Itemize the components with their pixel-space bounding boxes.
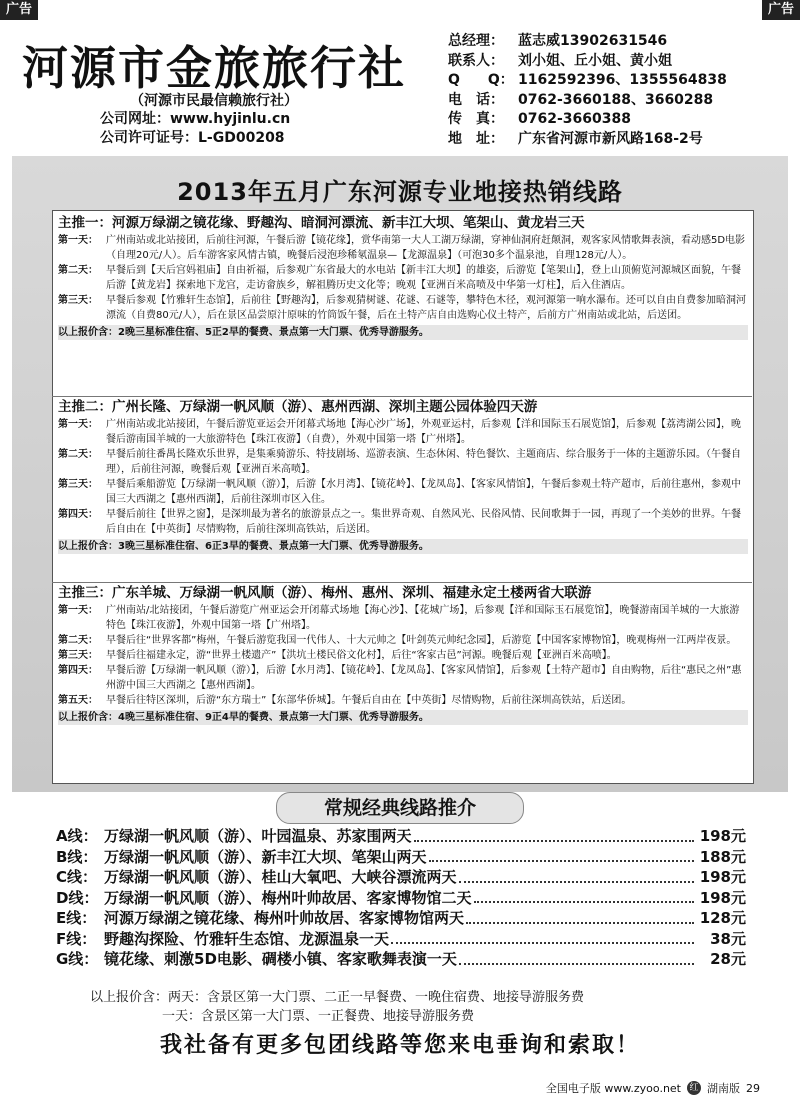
route-day: 第四天： 早餐后游【万绿湖一帆风顺（游）】，后游【水月湾】、【镜花岭】、【龙凤岛】、【客家风情馆】，后参观【土特产超市】自由购物，后往“惠民之州”惠州游中国三大西湖之【惠州西湖】。 [58, 665, 742, 691]
page-footer [546, 1080, 760, 1096]
page-number: 29 [746, 1081, 760, 1095]
route-day: 第二天： 早餐后前往番禺长隆欢乐世界，是集乘骑游乐、特技剧场、巡游表演、生态休闲、特色餐饮、主题商店、综合服务于一体的主题游乐园。（午餐自理），后前往河源，晚餐后观【亚洲百米高喷】。 [58, 449, 741, 475]
agency-subtitle: （河源市民最信赖旅行社） [130, 93, 298, 109]
route-day: 第一天： 广州南站/北站接团，午餐后游览广州亚运会开闭幕式场地【海心沙】、【花城广场】，后参观【洋和国际玉石展览馆】，晚餐游南国羊城的一大旅游特色【珠江夜游】，外观中国第一塔【广州塔】。 [58, 605, 740, 631]
slogan: 我社备有更多包团线路等您来电垂询和索取！ [159, 1033, 640, 1058]
classic-routes-list [56, 826, 746, 970]
price-notes [90, 988, 584, 1026]
contact-row: 总经理： 蓝志威13902631546 [448, 33, 668, 49]
route-price-note: 以上报价含：2晚三星标准住宿、5正2早的餐费、景点第一大门票、优秀导游服务。 [58, 325, 748, 340]
contact-row: 联系人： 刘小姐、丘小姐、黄小姐 [448, 52, 672, 69]
contact-row: 电 话： 0762-3660188、3660288 [448, 91, 714, 108]
classic-route-item: F线： 野趣沟探险、竹雅轩生态馆、龙源温泉一天 38元 [56, 929, 746, 948]
route-1 [58, 216, 748, 340]
publisher-logo-icon: 红 [687, 1081, 701, 1095]
agency-name: 河源市金旅旅行社 [22, 41, 406, 95]
classic-route-item: B线： 万绿湖一帆风顺（游）、新丰江大坝、笔架山两天 188元 [56, 847, 746, 866]
contact-row: Q Q： 1162592396、1355564838 [448, 72, 727, 88]
agency-license: 公司许可证号：L-GD00208 [100, 130, 285, 146]
route-divider [52, 582, 752, 583]
region-text: 湖南版 [707, 1082, 740, 1095]
route-day: 第四天： 早餐后前往【世界之窗】，是深圳最为著名的旅游景点之一。集世界奇观、自然风光、民俗风情、民间歌舞于一园，再现了一个美妙的世界。午餐后自由在【中英街】尽情购物，后前往深圳高铁站，后送团。 [58, 509, 741, 535]
route-title: 主推二：广州长隆、万绿湖一帆风顺（游）、惠州西湖、深圳主题公园体验四天游 [58, 399, 538, 415]
classic-route-item: C线： 万绿湖一帆风顺（游）、桂山大氧吧、大峡谷漂流两天 198元 [56, 868, 746, 886]
classic-route-item: D线： 万绿湖一帆风顺（游）、梅州叶帅故居、客家博物馆二天 198元 [56, 888, 746, 907]
classic-route-item: E线： 河源万绿湖之镜花缘、梅州叶帅故居、客家博物馆两天 128元 [56, 909, 746, 927]
contact-row: 地 址： 广东省河源市新风路168-2号 [448, 130, 703, 147]
route-title: 主推三：广东羊城、万绿湖一帆风顺（游）、梅州、惠州、深圳、福建永定土楼两省大联游 [58, 585, 592, 601]
agency-header [0, 24, 800, 152]
route-price-note: 以上报价含：4晚三星标准住宿、9正4早的餐费、景点第一大门票、优秀导游服务。 [58, 710, 748, 725]
contact-row: 传 真： 0762-3660388 [448, 111, 631, 127]
edition-text: 全国电子版 www.zyoo.net [545, 1082, 681, 1095]
route-day: 第二天： 早餐后到【天后宫妈祖庙】自由祈福，后参观广东省最大的水电站【新丰江大坝】的雄姿，后游览【笔架山】，登上山顶俯览河源城区面貌，午餐后游【黄龙岩】探索地下龙宫，走访畲族乡，解祖腾历史文化等；晚观【亚洲百米高喷及中华第一灯柱】，后入住酒店。 [58, 265, 741, 291]
route-day: 第二天： 早餐后往“世界客都”梅州，午餐后游览我国一代伟人、十大元帅之【叶剑英元帅纪念园】，后游览【中国客家博物馆】，晚观梅州一江两岸夜景。 [58, 635, 737, 646]
route-title: 主推一：河源万绿湖之镜花缘、野趣沟、暗洞河漂流、新丰江大坝、笔架山、黄龙岩三天 [58, 215, 585, 231]
price-note-one-day: 一天：含景区第一大门票、一正餐费、地接导游服务费 [162, 1009, 475, 1024]
classic-routes-title: 常规经典线路推介 [276, 792, 524, 824]
route-divider [52, 396, 752, 397]
classic-route-item: G线： 镜花缘、刺激5D电影、碉楼小镇、客家歌舞表演一天 28元 [56, 950, 746, 968]
route-3 [58, 586, 748, 725]
ad-label-left: 广告 [0, 0, 38, 20]
route-day: 第三天： 早餐后参观【竹雅轩生态馆】，后前往【野趣沟】，后参观猜树谜、花谜、石谜等，攀特色木径，观河源第一响水瀑布。还可以自由自费参加暗洞河漂流（自费80元/人），后在景区品尝原汁原味的竹筒饭午餐，后在土特产店自由选购心仪土特产，后前方广州南站或北站，后送团。 [58, 295, 746, 321]
price-note-two-day: 以上报价含：两天：含景区第一大门票、二正一早餐费、一晚住宿费、地接导游服务费 [90, 990, 585, 1005]
classic-route-item: A线： 万绿湖一帆风顺（游）、叶园温泉、苏家围两天 198元 [56, 827, 746, 845]
agency-info [100, 110, 290, 148]
banner-title: 2013年五月广东河源专业地接热销线路 [177, 178, 623, 206]
route-2 [58, 400, 748, 554]
route-price-note: 以上报价含：3晚三星标准住宿、6正3早的餐费、景点第一大门票、优秀导游服务。 [58, 539, 748, 554]
ad-label-right: 广告 [762, 0, 800, 20]
route-day: 第一天： 广州南站或北站接团，后前往河源，午餐后游【镜花缘】，赏华南第一大人工湖万绿湖，穿神仙洞府赶颠洞，观客家风情歌舞表演，看动感5D电影（自理20元/人）。后车游客家风情古镇，晚餐后浸泡珍稀氡温泉—【龙源温泉】（可泡30多个温泉池，自理128元/人）。 [58, 235, 746, 261]
route-day: 第五天： 早餐后往特区深圳，后游“东方瑞士”【东部华侨城】。午餐后自由在【中英街】尽情购物，后前往深圳高铁站，后送团。 [58, 695, 632, 706]
agency-website: 公司网址：www.hyjinlu.cn [100, 111, 291, 127]
contact-block [448, 32, 727, 149]
route-day: 第三天： 早餐后往福建永定，游“世界土楼遗产”【洪坑土楼民俗文化村】，后往“客家古邑”河源。晚餐后观【亚洲百米高喷】。 [58, 650, 617, 661]
route-day: 第三天： 早餐后乘船游览【万绿湖一帆风顺（游）】，后游【水月湾】、【镜花岭】、【龙凤岛】、【客家风情馆】，午餐后参观土特产超市，后前往惠州，参观中国三大西湖之【惠州西湖】，后前往深圳市区入住。 [58, 479, 741, 505]
route-day: 第一天： 广州南站或北站接团，午餐后游览亚运会开闭幕式场地【海心沙广场】，外观亚运村，后参观【洋和国际玉石展览馆】，后参观【荔湾湖公园】，晚餐后游南国羊城的一大旅游特色【珠江夜游】（自费），外观中国第一塔【广州塔】。 [58, 419, 741, 445]
